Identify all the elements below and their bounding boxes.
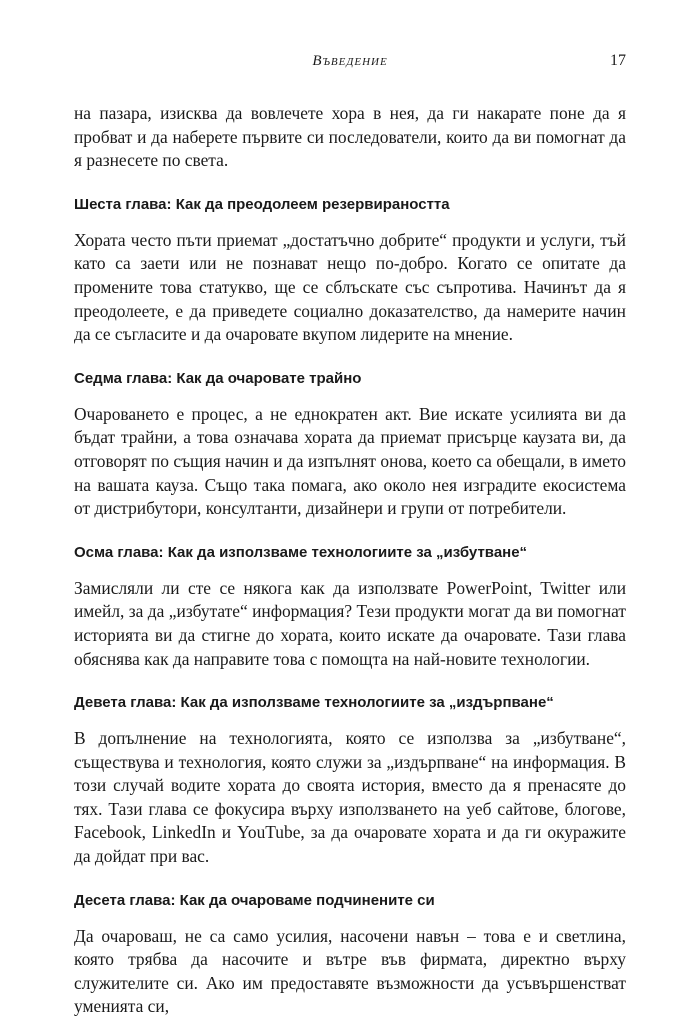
intro-paragraph: на пазара, изисква да вовлечете хора в нея, да ги накарате поне да я пробват и да наберете първите си последователи, които да ви помогнат да я разнесете по света. (74, 103, 626, 171)
section-heading-text: Шеста глава: Как да преодолеем резервираността (74, 195, 450, 213)
section-paragraph: В допълнение на технологията, която се използва за „избутване“, съществува и технология, която служи за „издърпване“ на информация. В този случай водите хората до своята история, вместо да я пренасяте до тях. Тази глава се фокусира върху използването на уеб сайтове, блогове, Facebook, LinkedIn и YouTube, за да очаровате хората и да ги окуражите да дойдат при вас. (74, 728, 626, 867)
running-title: Въведение (312, 53, 388, 69)
section-heading-text: Седма глава: Как да очаровате трайно (74, 369, 362, 387)
section-heading-text: Девета глава: Как да използваме технологиите за „издърпване“ (74, 694, 554, 712)
running-header (74, 51, 626, 75)
section-paragraph: Замисляли ли сте се някога как да използвате PowerPoint, Twitter или имейл, за да „избутате“ информация? Тези продукти могат да ви помогнат историята ви да стигне до хората, които искате да очаровате. Тази глава обяснява как да направите това с помощта на най-новите технологии. (74, 577, 626, 669)
section-heading (74, 543, 626, 563)
section-paragraph: Да очароваш, не са само усилия, насочени навън – това е и светлина, която трябва да насочите и вътре във фирмата, директно върху служителите си. Ако им предоставяте възможности да усъвършенстват уменията си, (74, 925, 626, 1017)
section-paragraph: Хората често пъти приемат „достатъчно добрите“ продукти и услуги, тъй като са заети или не познават нещо по-добро. Когато се опитате да промените това статукво, ще се сблъскате със съпротива. Начинът да я преодолеете, е да приведете социално доказателство, да намерите начин да се съгласите и да очаровате вкупом лидерите на мнение. (74, 229, 626, 345)
section-heading (74, 891, 626, 911)
section-heading (74, 369, 626, 389)
section-heading-text: Десета глава: Как да очароваме подчинените си (74, 891, 435, 909)
page-content (74, 102, 626, 1019)
section-heading (74, 195, 626, 215)
page-number: 17 (610, 52, 626, 69)
section-heading-text: Осма глава: Как да използваме технологиите за „избутване“ (74, 543, 528, 561)
section-paragraph: Очароването е процес, а не еднократен акт. Вие искате усилията ви да бъдат трайни, а това означава хората да приемат присърце каузата ви, да отговорят по същия начин и да изпълнят онова, което са обещали, в името на вашата кауза. Също така помага, ако около нея изградите екосистема от дистрибутори, консултанти, дизайнери и групи от потребители. (74, 403, 626, 519)
section-heading (74, 693, 626, 713)
